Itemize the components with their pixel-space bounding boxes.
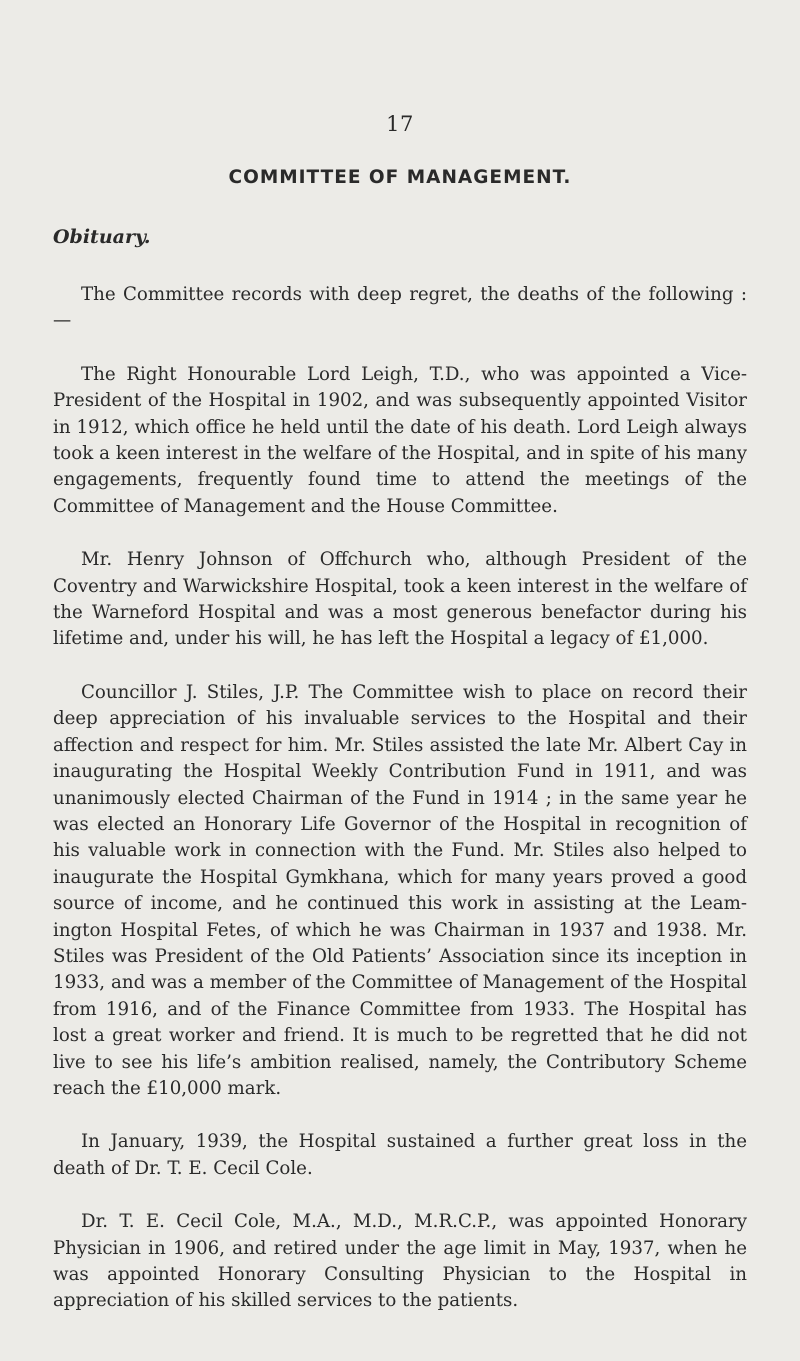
cecil-cole-loss-paragraph: In January, 1939, the Hospital sustained a further great loss in the death of Dr. T. E. Cecil Cole. xyxy=(53,1131,747,1179)
intro-paragraph: The Committee records with deep regret, the deaths of the following :— xyxy=(53,284,747,332)
cecil-cole-career-paragraph: Dr. T. E. Cecil Cole, M.A., M.D., M.R.C.P., was appointed Honorary Physician in 1906, and retired under the age limit in May, 1937, when he was appointed Honorary Consulting Physician to the Hospital in appreciation of his skilled services to the patients. xyxy=(53,1211,747,1312)
councillor-stiles-paragraph: Councillor J. Stiles, J.P. The Committee wish to place on record their deep appreciation of his invaluable services to the Hospital and their affection and respect for him. Mr. Stiles assisted the late Mr. Albert Cay in inaugurating the Hospital Weekly Contribution Fund in 1911, and was unanimously elected Chairman of the Fund in 1914 ; in the same year he was elected an Honorary Life Governor of the Hospital in recognition of his valuable work in connection with the Fund. Mr. Stiles also helped to inaugurate the Hospital Gymkhana, which for many years proved a good source of income, and he continued this work in assisting at the Leamington Hospital Fetes, of which he was Chairman in 1937 and 1938. Mr. Stiles was President of the Old Patients’ Association since its inception in 1933, and was a member of the Committee of Management of the Hospital from 1916, and of the Finance Committee from 1933. The Hospital has lost a great worker and friend. It is much to be regretted that he did not live to see his life’s ambition realised, namely, the Contributory Scheme reach the £10,000 mark. xyxy=(53,681,747,1099)
obituary-subheading: Obituary. xyxy=(53,226,151,248)
henry-johnson-paragraph: Mr. Henry Johnson of Offchurch who, although President of the Coventry and Warwickshire Hospital, took a keen interest in the welfare of the Warneford Hospital and was a most generous benefactor during his lifetime and, under his will, he has left the Hospital a legacy of £1,000. xyxy=(53,549,747,650)
page-number: 17 xyxy=(386,112,414,136)
body-text xyxy=(53,282,747,1342)
section-heading: COMMITTEE OF MANAGEMENT. xyxy=(228,167,572,188)
lord-leigh-paragraph: The Right Honourable Lord Leigh, T.D., who was appointed a Vice-President of the Hospital in 1902, and was subsequently appointed Visitor in 1912, which office he held until the date of his death. Lord Leigh always took a keen interest in the welfare of the Hospital, and in spite of his many engagements, frequently found time to attend the meetings of the Committee of Management and the House Committee. xyxy=(53,363,747,517)
